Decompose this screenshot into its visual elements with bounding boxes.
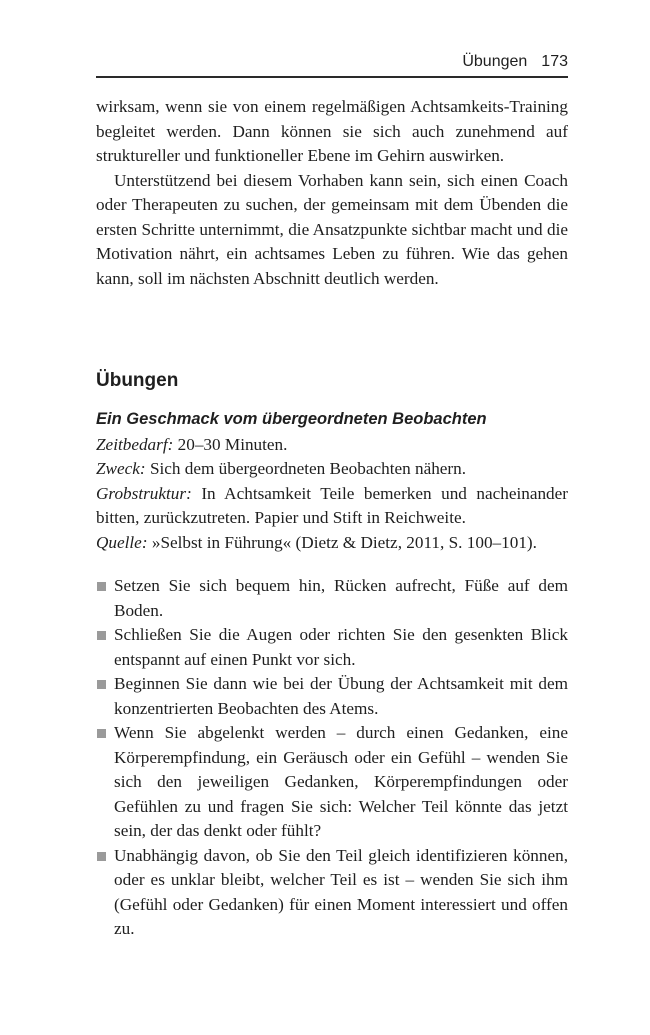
list-item [96,844,568,942]
exercise-time-value: 20–30 Minuten. [173,434,288,454]
paragraph: wirksam, wenn sie von einem regelmäßigen Achtsamkeits-Training begleitet werden. Dann können sie sich auch zunehmend auf struktureller und funktioneller Ebene im Gehirn auswirken. [96,97,568,165]
list-item-text: Setzen Sie sich bequem hin, Rücken aufrecht, Füße auf dem Boden. [114,576,568,620]
running-header [96,50,568,78]
exercise-time-label: Zeitbedarf: [96,434,174,454]
exercise-source-label: Quelle: [96,532,148,552]
exercise-purpose-value: Sich dem übergeordneten Beobachten nähern. [145,459,467,478]
square-bullet-icon [97,631,106,640]
exercise-time [96,433,568,458]
exercise-box [96,407,568,555]
exercise-structure-label: Grobstruktur: [96,483,192,503]
steps-list [96,574,568,942]
square-bullet-icon [97,582,106,591]
exercise-source-value: »Selbst in Führung« (Dietz & Dietz, 2011, S. 100–101). [147,532,537,552]
exercise-structure-value: In Achtsamkeit Teile bemerken und nacheinander bitten, zurückzutreten. Papier und Stift in Reichweite. [96,483,568,527]
running-header-section: Übungen [462,53,528,70]
exercise-purpose [96,457,568,482]
steps-list-wrapper [96,574,568,942]
section-heading: Übungen [96,370,179,391]
list-item [96,721,568,844]
exercise-structure [96,482,568,531]
square-bullet-icon [97,729,106,738]
exercise-title: Ein Geschmack vom übergeordneten Beobachten [96,410,487,428]
exercise-purpose-label: Zweck: [96,459,146,478]
intro-text [96,95,568,291]
list-item-text: Beginnen Sie dann wie bei der Übung der Achtsamkeit mit dem konzentrierten Beobachten des Atems. [114,674,568,718]
list-item [96,574,568,623]
list-item-text: Schließen Sie die Augen oder richten Sie den gesenkten Blick entspannt auf einen Punkt vor sich. [114,625,568,669]
list-item [96,623,568,672]
list-item [96,672,568,721]
square-bullet-icon [97,680,106,689]
paragraph: Unterstützend bei diesem Vorhaben kann sein, sich einen Coach oder Therapeuten zu suchen, der gemeinsam mit dem Übenden die ersten Schritte unternimmt, die Ansatzpunkte sichtbar macht und die Motivation nährt, ein achtsames Leben zu führen. Wie das gehen kann, soll im nächsten Abschnitt deutlich werden. [96,170,568,288]
square-bullet-icon [97,852,106,861]
list-item-text: Wenn Sie abgelenkt werden – durch einen Gedanken, eine Körperempfindung, ein Geräusch oder ein Gefühl – wenden Sie sich den jeweiligen Gedanken, Körperempfindungen oder Gefühlen zu und fragen Sie sich: Welcher Teil könnte das jetzt sein, der das denkt oder fühlt? [114,723,568,840]
page-number: 173 [541,53,568,70]
exercise-source [96,531,568,556]
list-item-text: Unabhängig davon, ob Sie den Teil gleich identifizieren können, oder es unklar bleibt, welcher Teil es ist – wenden Sie sich ihm (Gefühl oder Gedanken) für einen Moment interessiert und offen zu. [114,845,568,938]
